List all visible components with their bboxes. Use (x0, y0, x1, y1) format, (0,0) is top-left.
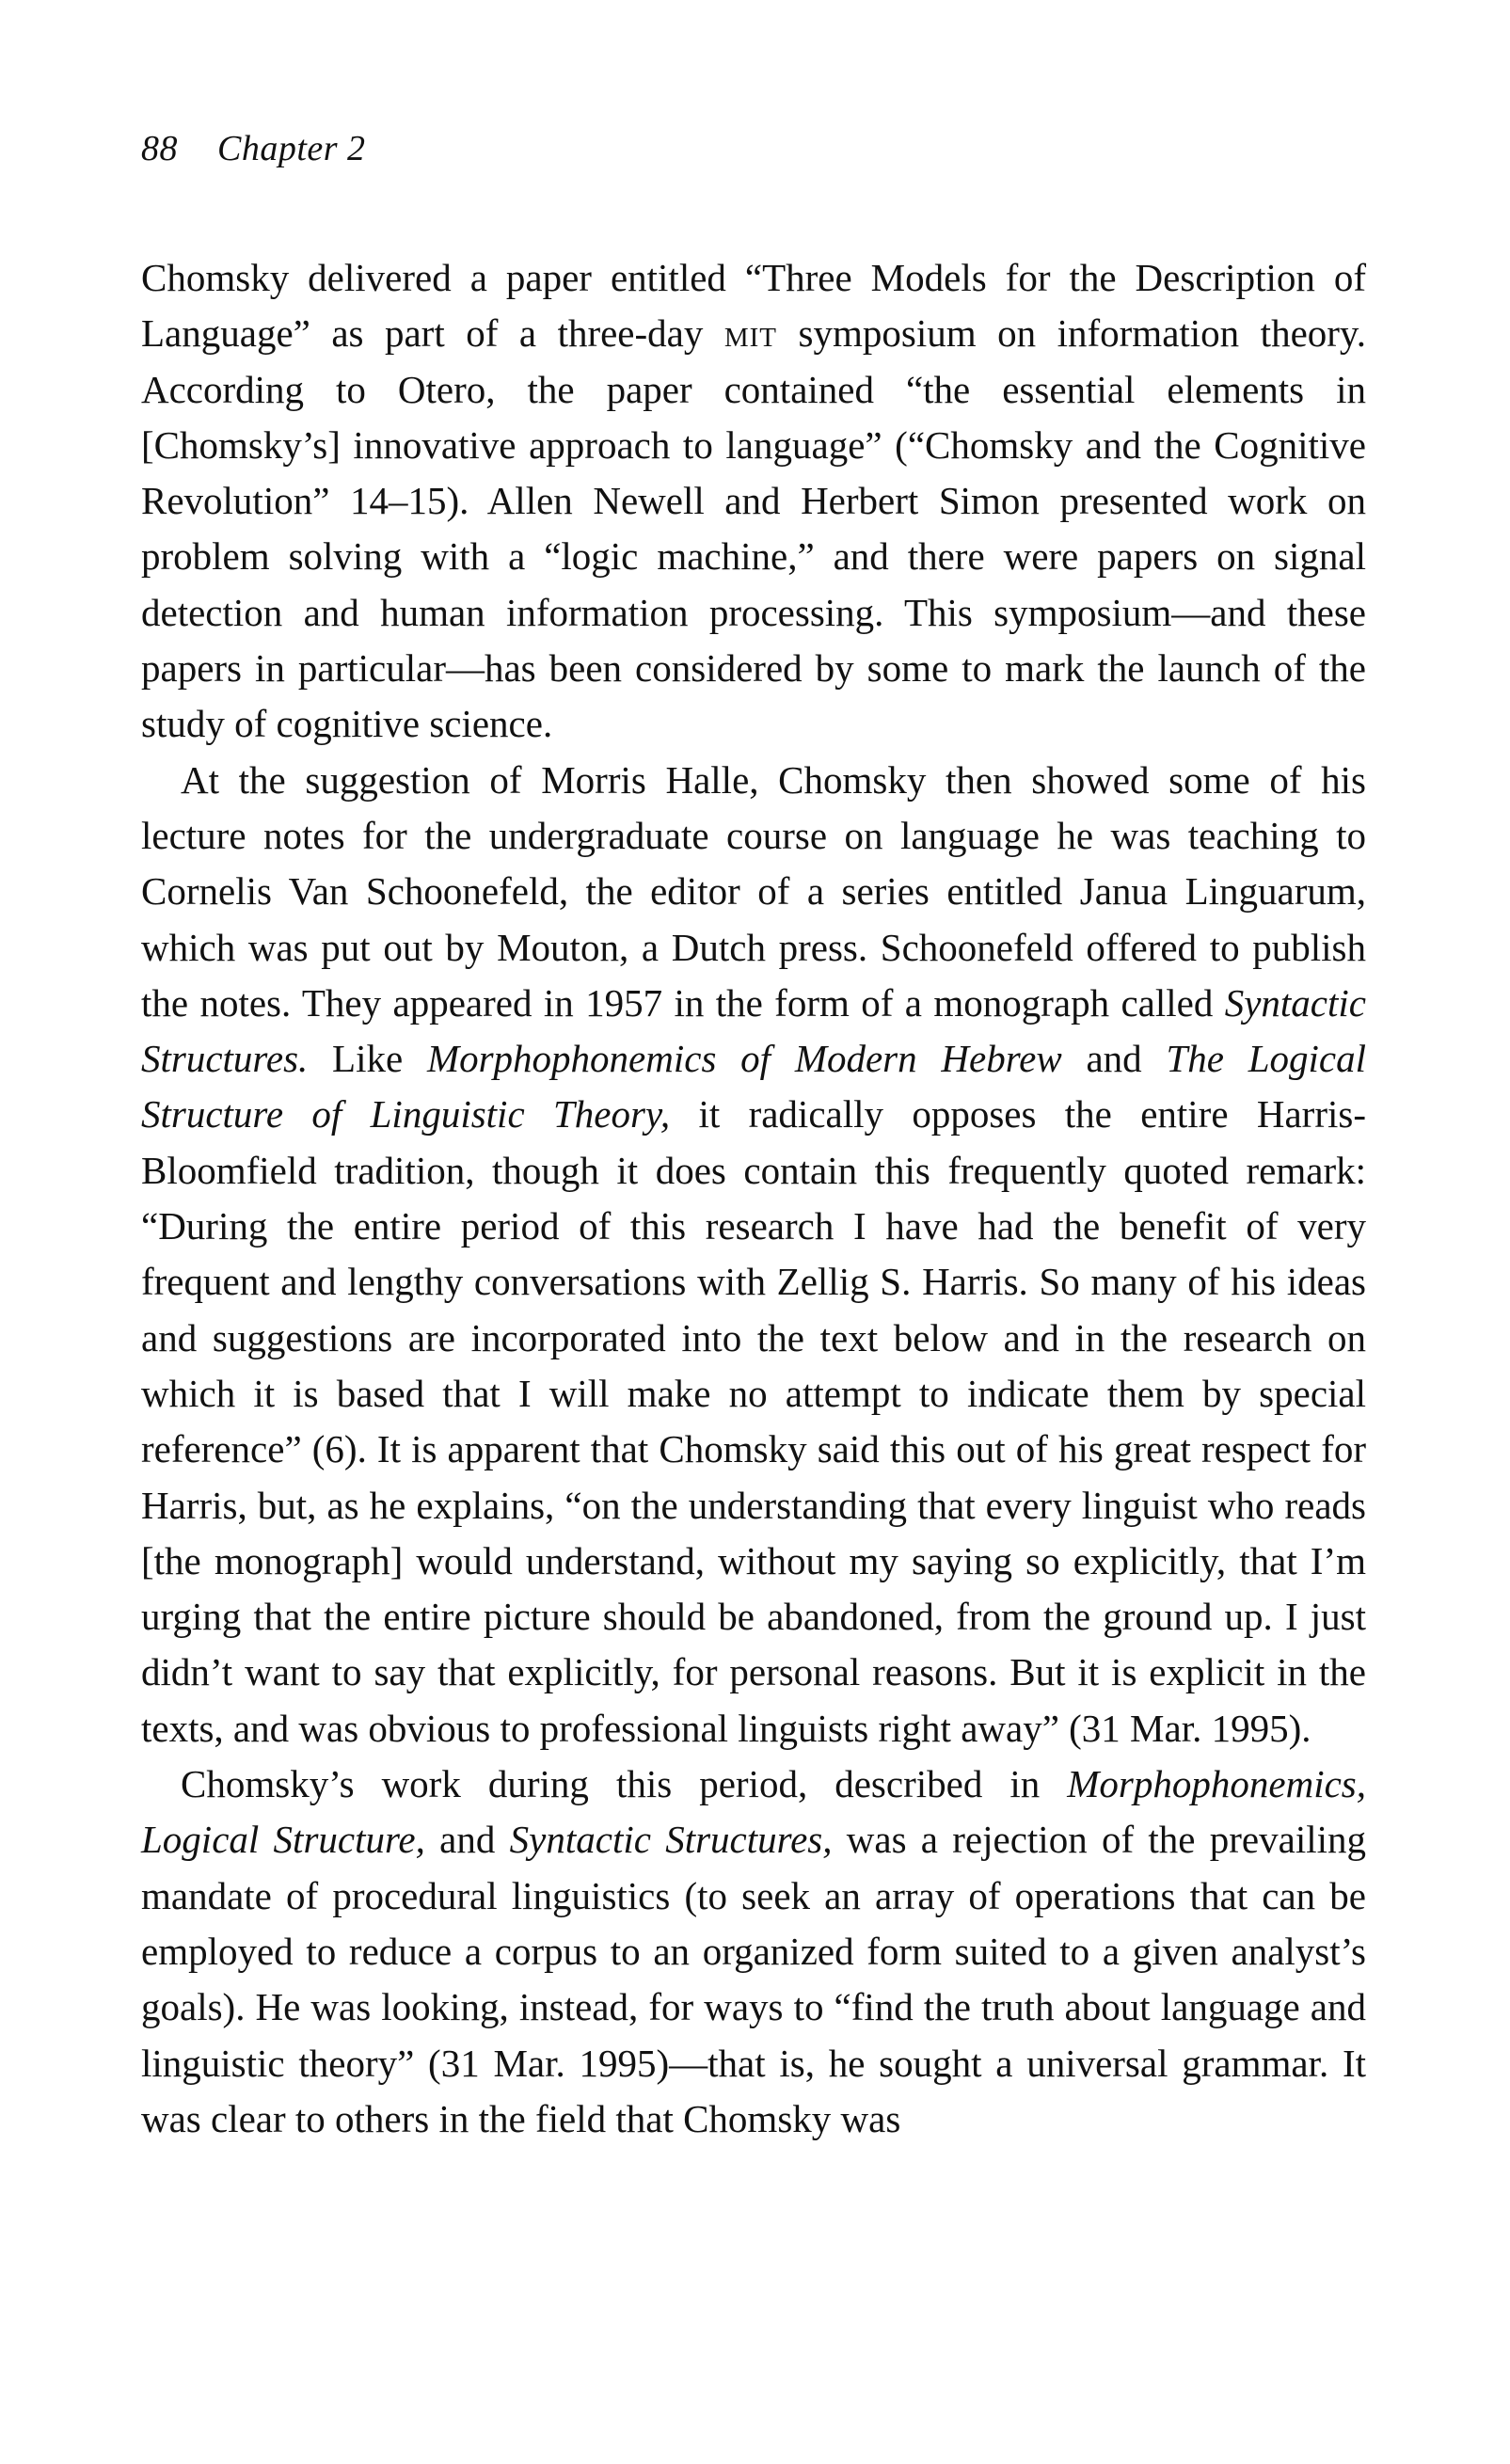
paragraph (141, 1757, 1366, 2147)
chapter-title: Chapter 2 (217, 129, 366, 168)
book-title: Syntactic Structures. (141, 980, 1366, 1081)
acronym-mit: mit (723, 311, 778, 356)
text-segment: and (424, 1818, 510, 1862)
running-head (141, 128, 366, 169)
text-segment: Like (308, 1037, 427, 1081)
book-title: Syntactic Structures, (509, 1818, 833, 1862)
paragraph (141, 250, 1366, 753)
page-number: 88 (141, 129, 178, 168)
text-segment: Chomsky delivered a paper entitled “Three Models for the Description of Language” as part of a three-day (141, 256, 1366, 356)
body-text (141, 250, 1366, 2147)
paragraph (141, 753, 1366, 1757)
book-title: The Logical Structure of Linguistic Theory, (141, 1037, 1366, 1137)
book-title: Morphophonemics of Modern Hebrew (426, 1037, 1062, 1081)
text-segment: At the suggestion of Morris Halle, Chomsky then showed some of his lecture notes for the undergraduate course on language he was teaching to Cornelis Van Schoonefeld, the editor of a series entitled Janua Linguarum, which was put out by Mouton, a Dutch press. Schoonefeld offered to publish the notes. They appeared in 1957 in the form of a monograph called (141, 757, 1366, 1025)
text-segment: it radically opposes the entire Harris-Bloomfield tradition, though it does contain this frequently quoted remark: “During the entire period of this research I have had the benefit of very frequent and lengthy conversations with Zellig S. Harris. So many of his ideas and suggestions are incorporated into the text below and in the research on which it is based that I will make no attempt to indicate them by special reference” (6). It is apparent that Chomsky said this out of his great respect for Harris, but, as he explains, “on the understanding that every linguist who reads [the monograph] would understand, without my saying so explicitly, that I’m urging that the entire picture should be abandoned, from the ground up. I just didn’t want to say that explicitly, for personal reasons. But it is explicit in the texts, and was obvious to professional linguists right away” (31 Mar. 1995). (141, 1092, 1366, 1750)
book-title: Morphophonemics, Logical Structure, (141, 1762, 1366, 1862)
text-segment: was a rejection of the prevailing mandate of procedural linguistics (to seek an array of operations that can be employed to reduce a corpus to an organized form suited to a given analyst’s goals). He was looking, instead, for ways to “find the truth about language and linguistic theory” (31 Mar. 1995)—that is, he sought a universal grammar. It was clear to others in the field that Chomsky was (141, 1818, 1366, 2140)
text-segment: and (1061, 1037, 1167, 1081)
text-segment: Chomsky’s work during this period, described in (181, 1762, 1068, 1806)
text-segment: symposium on information theory. According to Otero, the paper contained “the essential elements in [Chomsky’s] innovative approach to language” (“Chomsky and the Cognitive Revolution” 14–15). Allen Newell and Herbert Simon presented work on problem solving with a “logic machine,” and there were papers on signal detection and human information processing. This symposium—and these papers in particular—has been considered by some to mark the launch of the study of cognitive science. (141, 311, 1367, 746)
